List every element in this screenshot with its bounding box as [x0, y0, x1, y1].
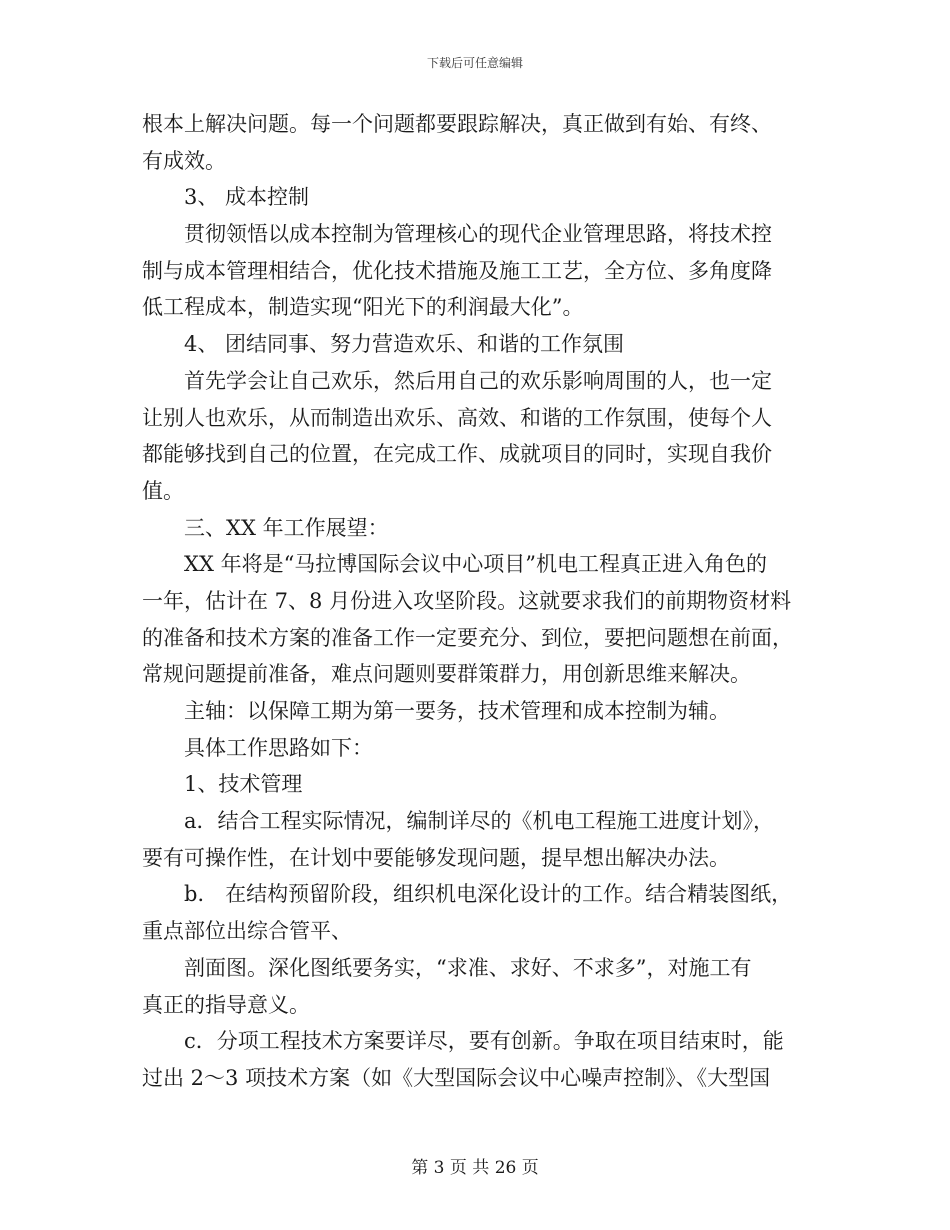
page-number-footer: 第 3 页 共 26 页 — [411, 1158, 539, 1178]
paragraph-line: 制与成本管理相结合，优化技术措施及施工工艺，全方位、多角度降 — [142, 258, 772, 283]
paragraph-line: 有成效。 — [142, 148, 226, 173]
paragraph-line: 过出 2～3 项技术方案（如《大型国际会议中心噪声控制》、《大型国 — [142, 1065, 771, 1090]
paragraph-line: 主轴：以保障工期为第一要务，技术管理和成本控制为辅。 — [184, 699, 730, 723]
paragraph-line: c．分项工程技术方案要详尽，要有创新。争取在项目结束时，能 — [184, 1029, 784, 1054]
section-heading: 1、技术管理 — [184, 772, 303, 797]
document-body — [142, 106, 806, 1097]
page-header: 下载后可任意编辑 — [426, 56, 523, 70]
paragraph-line: 让别人也欢乐，从而制造出欢乐、高效、和谐的工作氛围，使每个人 — [142, 405, 772, 430]
section-heading: 三、XX 年工作展望： — [184, 515, 389, 540]
paragraph-line: 重点部位出综合管平、 — [142, 919, 352, 944]
paragraph-line: 常规问题提前准备，难点问题则要群策群力，用创新思维来解决。 — [142, 662, 751, 687]
section-heading: 3、 成本控制 — [184, 185, 310, 210]
paragraph-line: 要有可操作性，在计划中要能够发现问题，提早想出解决办法。 — [142, 845, 730, 870]
paragraph-line: 一年，估计在 7、8 月份进入攻坚阶段。这就要求我们的前期物资材料 — [142, 588, 792, 613]
paragraph-line: 根本上解决问题。每一个问题都要跟踪解决，真正做到有始、有终、 — [142, 112, 772, 136]
paragraph-line: 的准备和技术方案的准备工作一定要充分、到位，要把问题想在前面， — [142, 625, 793, 650]
section-heading: 4、 团结同事、努力营造欢乐、和谐的工作氛围 — [184, 332, 625, 357]
paragraph-line: 具体工作思路如下： — [184, 735, 373, 760]
paragraph-line: 值。 — [142, 478, 184, 503]
paragraph-line: 低工程成本，制造实现“阳光下的利润最大化”。 — [142, 295, 584, 320]
paragraph-line: XX 年将是“马拉博国际会议中心项目”机电工程真正进入角色的 — [184, 552, 768, 577]
paragraph-line: 都能够找到自己的位置，在完成工作、成就项目的同时，实现自我价 — [142, 442, 772, 467]
paragraph-line: 首先学会让自己欢乐，然后用自己的欢乐影响周围的人，也一定 — [184, 368, 772, 393]
paragraph-line: 真正的指导意义。 — [142, 992, 310, 1017]
paragraph-line: b． 在结构预留阶段，组织机电深化设计的工作。结合精装图纸， — [184, 882, 793, 907]
paragraph-line: 贯彻领悟以成本控制为管理核心的现代企业管理思路，将技术控 — [184, 222, 772, 247]
paragraph-line: a．结合工程实际情况，编制详尽的《机电工程施工进度计划》， — [184, 809, 775, 834]
paragraph-line: 剖面图。深化图纸要务实，“求准、求好、不求多”，对施工有 — [184, 955, 752, 980]
